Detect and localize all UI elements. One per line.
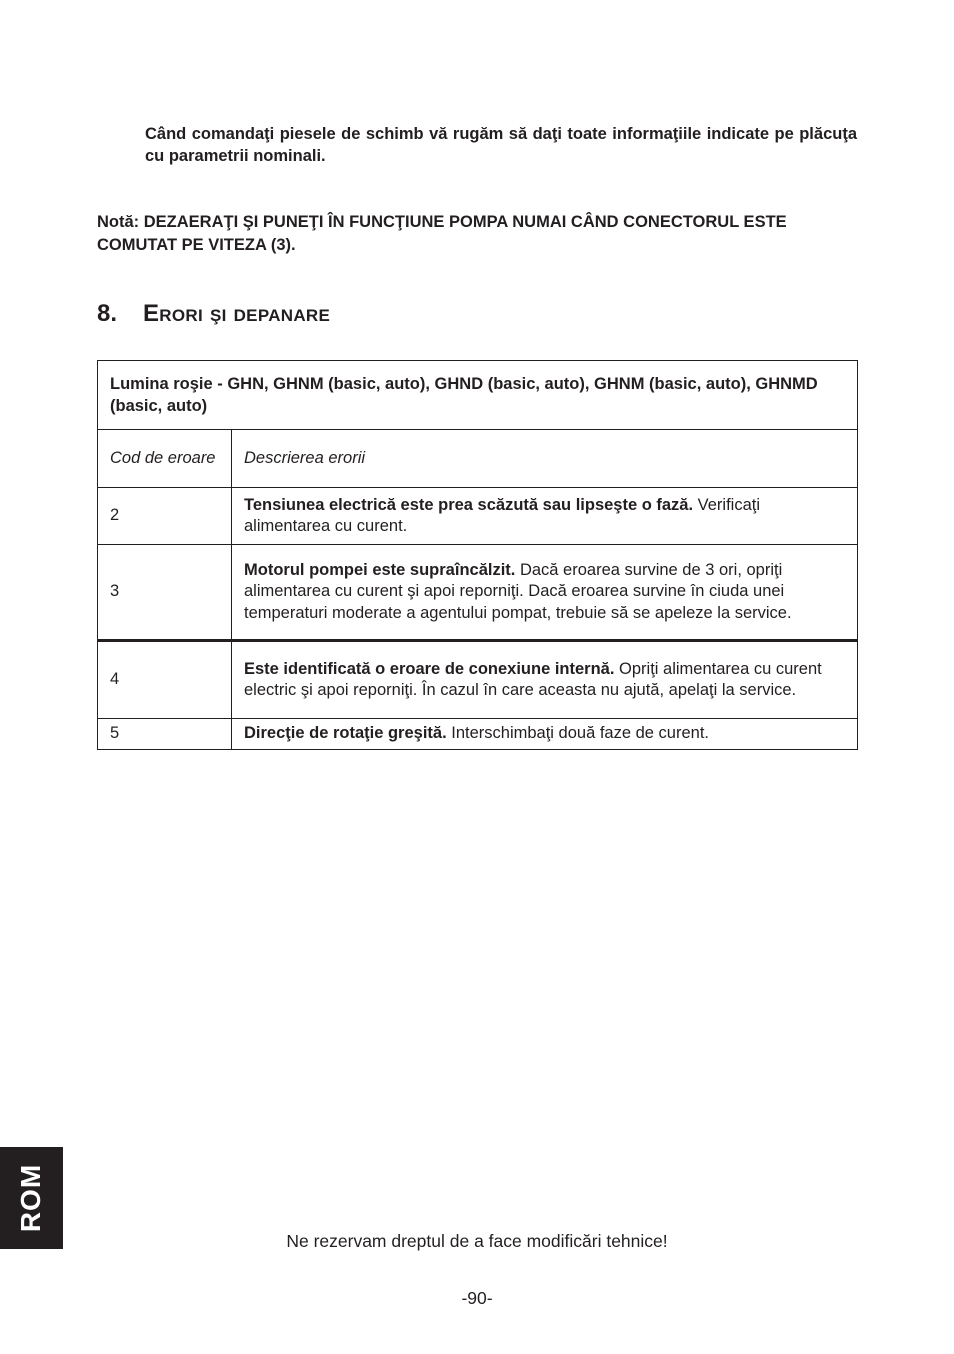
error-description — [232, 641, 858, 719]
error-code: 4 — [98, 641, 232, 719]
error-table — [97, 360, 858, 750]
error-title: Direcţie de rotaţie greşită. — [244, 724, 447, 743]
section-title: Erori şi depanare — [143, 300, 331, 327]
error-description — [232, 545, 858, 641]
table-row — [98, 545, 858, 641]
table-row — [98, 641, 858, 719]
error-code: 2 — [98, 488, 232, 545]
error-text: Dacă eroarea survine de 3 ori, opriţi alimentarea cu curent şi apoi reporniţi. Dacă eroarea survine în ciuda unei temperaturi moderate a agentului pompat, trebuie să se apeleze la service. — [244, 560, 792, 622]
language-label: ROM — [15, 1163, 47, 1233]
intro-paragraph: Când comandaţi piesele de schimb vă rugăm să daţi toate informaţiile indicate pe plăcuţa cu parametrii nominali. — [145, 125, 857, 165]
error-title: Motorul pompei este supraîncălzit. — [244, 560, 516, 579]
error-text: Interschimbaţi două faze de curent. — [446, 724, 709, 743]
error-text: Opriţi alimentarea cu curent electric şi apoi reporniţi. În cazul în care aceasta nu ajută, apelaţi la service. — [244, 659, 822, 699]
footer-note: Ne rezervam dreptul de a face modificări tehnice! — [286, 1231, 668, 1251]
table-row — [98, 488, 858, 545]
error-title: Tensiunea electrică este prea scăzută sau lipseşte o fază. — [244, 495, 694, 514]
page-number: -90- — [461, 1288, 493, 1308]
section-heading — [97, 296, 330, 332]
section-number: 8. — [97, 300, 118, 327]
column-header-code: Cod de eroare — [98, 430, 232, 488]
table-row — [98, 719, 858, 750]
table-header: Lumina roşie - GHN, GHNM (basic, auto), GHND (basic, auto), GHNM (basic, auto), GHNMD (basic, auto) — [98, 361, 858, 430]
note-paragraph: Notă: DEZAERAŢI ŞI PUNEŢI ÎN FUNCŢIUNE POMPA NUMAI CÂND CONECTORUL ESTE COMUTAT PE VITEZA (3). — [97, 213, 787, 254]
column-header-description: Descrierea erorii — [232, 430, 858, 488]
error-code: 5 — [98, 719, 232, 750]
error-text: Verificaţi alimentarea cu curent. — [244, 495, 761, 535]
error-title: Este identificată o eroare de conexiune internă. — [244, 659, 615, 678]
error-code: 3 — [98, 545, 232, 641]
error-description — [232, 719, 858, 750]
error-description — [232, 488, 858, 545]
